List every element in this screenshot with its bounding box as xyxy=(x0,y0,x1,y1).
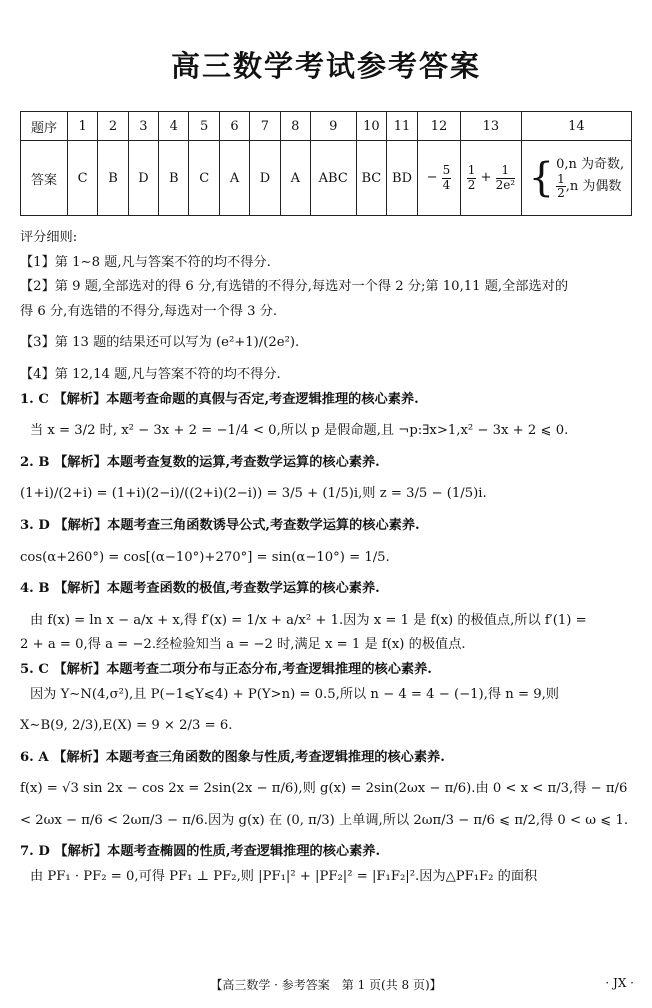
section-heading: 6. A 【解析】本题考查三角函数的图象与性质,考查逻辑推理的核心素养. xyxy=(20,749,445,765)
text-line: 因为 Y∼N(4,σ²),且 P(−1⩽Y⩽4) + P(Y>n) = 0.5,所以 n − 4 = 4 − (−1),得 n = 9,则 xyxy=(30,686,559,702)
question-number: 8 xyxy=(280,112,310,141)
answer-cell: D xyxy=(128,141,158,216)
question-number: 11 xyxy=(387,112,418,141)
text-line: 由 f(x) = ln x − a/x + x,得 f′(x) = 1/x + a/x² + 1.因为 x = 1 是 f(x) 的极值点,所以 f′(1) = xyxy=(30,612,587,628)
answer-cell: A xyxy=(280,141,310,216)
text-line: < 2ωx − π/6 < 2ωπ/3 − π/6.因为 g(x) 在 (0, π/3) 上单调,所以 2ωπ/3 − π/6 ⩽ π/2,得 0 < ω ⩽ 1. xyxy=(20,812,629,828)
text-line: X∼B(9, 2/3),E(X) = 9 × 2/3 = 6. xyxy=(20,718,233,734)
question-number: 14 xyxy=(521,112,631,141)
text-line: cos(α+260°) = cos[(α−10°)+270°] = sin(α−10°) = 1/5. xyxy=(20,549,390,565)
question-number: 5 xyxy=(189,112,219,141)
section-heading: 1. C 【解析】本题考查命题的真假与否定,考查逻辑推理的核心素养. xyxy=(20,391,419,407)
row-label: 题序 xyxy=(21,112,68,141)
section-heading: 2. B 【解析】本题考查复数的运算,考查数学运算的核心素养. xyxy=(20,454,380,470)
text-line: 【1】第 1∼8 题,凡与答案不符的均不得分. xyxy=(20,254,271,270)
question-number: 3 xyxy=(128,112,158,141)
question-number: 12 xyxy=(417,112,460,141)
answer-cell: C xyxy=(67,141,97,216)
question-number: 1 xyxy=(67,112,97,141)
text-line: 评分细则: xyxy=(20,230,78,245)
answer-cell: B xyxy=(159,141,189,216)
table-header-row xyxy=(21,112,632,141)
answer-cell: D xyxy=(250,141,280,216)
section-heading: 5. C 【解析】本题考查二项分布与正态分布,考查逻辑推理的核心素养. xyxy=(20,661,432,677)
question-number: 13 xyxy=(461,112,522,141)
left-brace-icon: { xyxy=(528,154,555,201)
section-heading: 7. D 【解析】本题考查椭圆的性质,考查逻辑推理的核心素养. xyxy=(20,844,381,860)
answer-cell: C xyxy=(189,141,219,216)
answer-cell: A xyxy=(219,141,249,216)
page-title: 高三数学考试参考答案 xyxy=(170,49,481,83)
answer-cell: ABC xyxy=(310,141,356,216)
fraction: $\frac{1}{\text{2e²}}$ xyxy=(495,163,516,192)
table-answer-row xyxy=(21,141,632,216)
fraction: $\frac{5}{4}$ xyxy=(442,163,451,192)
text-line: f(x) = √3 sin 2x − cos 2x = 2sin(2x − π/6),则 g(x) = 2sin(2ωx − π/6).由 0 < x < π/3,得 − π/6 xyxy=(20,781,628,797)
solution-text xyxy=(20,226,636,890)
piecewise xyxy=(529,156,625,201)
text-line: (1+i)/(2+i) = (1+i)(2−i)/((2+i)(2−i)) = 3/5 + (1/5)i,则 z = 3/5 − (1/5)i. xyxy=(20,486,487,502)
section-heading: 3. D 【解析】本题考查三角函数诱导公式,考查数学运算的核心素养. xyxy=(20,517,420,533)
question-number: 6 xyxy=(219,112,249,141)
text-line: 【3】第 13 题的结果还可以写为 (e²+1)/(2e²). xyxy=(20,335,300,351)
answer-cell-14 xyxy=(521,141,631,216)
question-number: 9 xyxy=(310,112,356,141)
page-footer xyxy=(0,976,652,993)
text-line: 2 + a = 0,得 a = −2.经检验知当 a = −2 时,满足 x = 1 是 f(x) 的极值点. xyxy=(20,637,466,653)
text-line: 由 PF₁ · PF₂ = 0,可得 PF₁ ⊥ PF₂,则 |PF₁|² + |PF₂|² = |F₁F₂|².因为△PF₁F₂ 的面积 xyxy=(30,869,538,885)
fraction: $\frac{1}{2}$ xyxy=(557,172,565,201)
answer-cell: BD xyxy=(387,141,418,216)
text-line: 得 6 分,有选错的不得分,每选对一个得 3 分. xyxy=(20,303,278,319)
row-label: 答案 xyxy=(21,141,68,216)
piece-even: $\frac{1}{2}$ ,n 为偶数 xyxy=(557,172,622,201)
question-number: 7 xyxy=(250,112,280,141)
plus-sign: + xyxy=(480,170,492,186)
answer-cell-12 xyxy=(417,141,460,216)
answer-cell: B xyxy=(98,141,128,216)
section-heading: 4. B 【解析】本题考查函数的极值,考查数学运算的核心素养. xyxy=(20,581,380,597)
text-line: 【4】第 12,14 题,凡与答案不符的均不得分. xyxy=(20,366,281,382)
text-line: 当 x = 3/2 时, x² − 3x + 2 = −1/4 < 0,所以 p 是假命题,且 ¬p:∃x>1,x² − 3x + 2 ⩽ 0. xyxy=(30,423,569,439)
question-number: 10 xyxy=(356,112,387,141)
question-number: 2 xyxy=(98,112,128,141)
text-line: 【2】第 9 题,全部选对的得 6 分,有选错的不得分,每选对一个得 2 分;第 10,11 题,全部选对的 xyxy=(20,279,569,295)
minus-sign: − xyxy=(426,170,438,186)
answer-table xyxy=(20,111,632,216)
footer-text: 【高三数学 · 参考答案 第 1 页(共 8 页)】 xyxy=(210,978,442,992)
footer-tag: · JX · xyxy=(605,976,634,990)
answer-cell: BC xyxy=(356,141,387,216)
fraction: $\frac{1}{2}$ xyxy=(467,163,476,192)
answer-cell-13 xyxy=(461,141,522,216)
piece-odd: 0,n 为奇数, xyxy=(556,156,625,172)
question-number: 4 xyxy=(159,112,189,141)
